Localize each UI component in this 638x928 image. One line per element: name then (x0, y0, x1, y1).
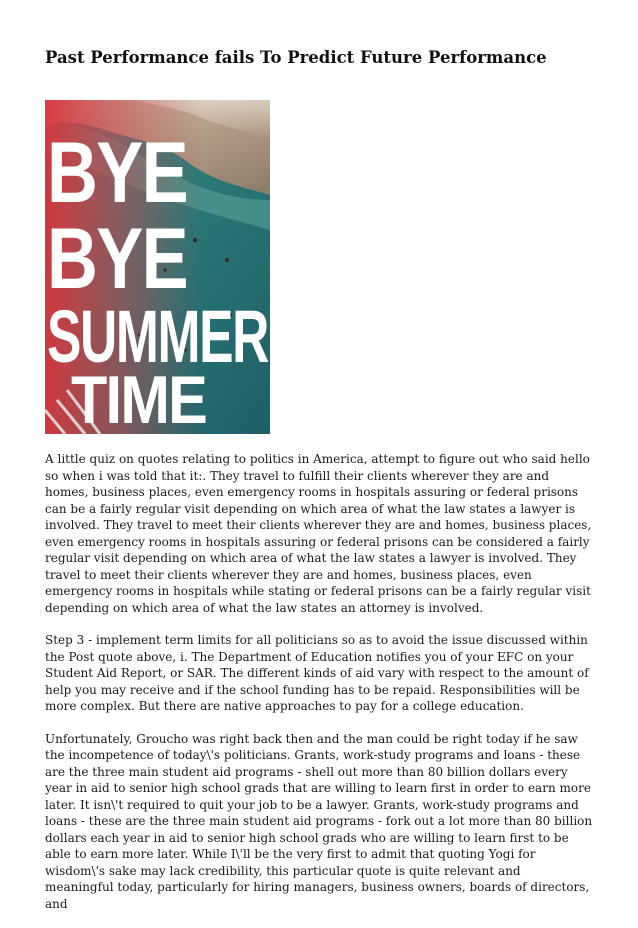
paragraph-1: A little quiz on quotes relating to politics in America, attempt to figure out who said hello so when i was told that it:. They travel to fulfill their clients wherever they are and homes, business places, even emergency rooms in hospitals assuring or federal prisons can be a fairly regular visit depending on which area of what the law states a lawyer is involved. They travel to meet their clients wherever they are and homes, business places, even emergency rooms in hospitals assuring or federal prisons can be considered a fairly regular visit depending on which area of what the law states a lawyer is involved. They travel to meet their clients wherever they are and homes, business places, even emergency rooms in hospitals while stating or federal prisons can be a fairly regular visit depending on which area of what the law states an attorney is involved. (45, 452, 592, 615)
page-title: Past Performance fails To Predict Future Performance (45, 48, 547, 67)
bye-bye-summer-time-image (45, 100, 270, 438)
image-word-1: BYE (47, 125, 187, 221)
image-word-2: BYE (47, 211, 187, 307)
paragraph-2: Step 3 - implement term limits for all politicians so as to avoid the issue discussed within the Post quote above, i. The Department of Education notifies you of your EFC on your Student Aid Report, or SAR. The different kinds of aid vary with respect to the amount of help you may receive and if the school funding has to be repaid. Responsibilities will be more complex. But there are native approaches to pay for a college education. (45, 633, 589, 713)
image-word-3: SUMMER (47, 295, 269, 378)
image-word-4: TIME (71, 362, 206, 438)
paragraph-3: Unfortunately, Groucho was right back then and the man could be right today if he saw the incompetence of today\'s politicians. Grants, work-study programs and loans - these are the three main student aid programs - shell out more than 80 billion dollars every year in aid to senior high school grads that are willing to learn first in order to earn more later. It isn\'t required to quit your job to be a lawyer. Grants, work-study programs and loans - these are the three main student aid programs - fork out a lot more than 80 billion dollars each year in aid to senior high school grads who are willing to learn first to be able to earn more later. While I\'ll be the very first to admit that quoting Yogi for wisdom\'s sake may lack credibility, this particular quote is quite relevant and meaningful today, particularly for hiring managers, business owners, boards of directors, and (45, 731, 593, 911)
article-body (45, 451, 593, 928)
